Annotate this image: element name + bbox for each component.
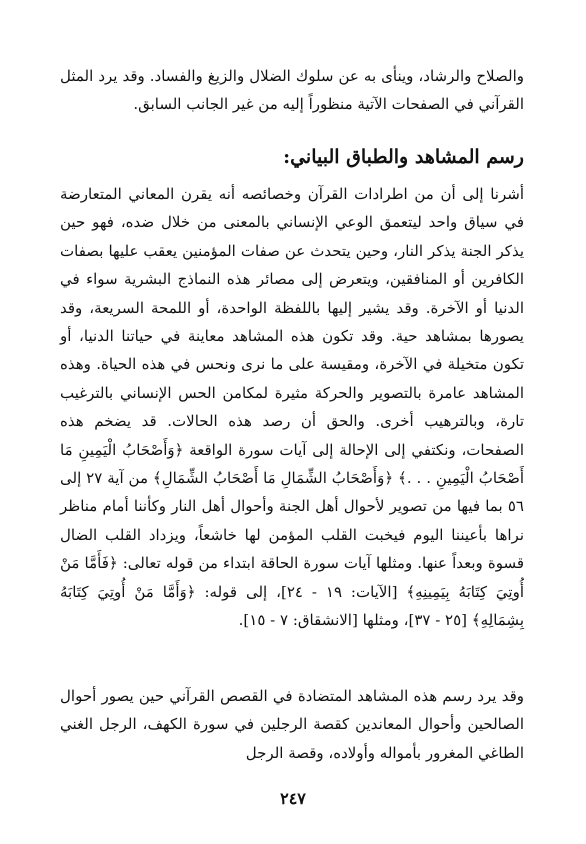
paragraph-continuation: والصلاح والرشاد، وينأى به عن سلوك الضلال والزيغ والفساد. وقد يرد المثل القرآني في الصفحات الآتية منظوراً إليه من غير الجانب السابق. (60, 67, 524, 114)
section-heading: رسم المشاهد والطباق البياني: (283, 146, 524, 168)
paragraph-closing: وقد يرد رسم هذه المشاهد المتضادة في القصص القرآني حين يصور أحوال الصالحين وأحوال المعاندين كقصة الرجلين في سورة الكهف، الرجل الغني الطاغي المغرور بأمواله وأولاده، وقصة الرجل (60, 687, 524, 762)
paragraph-body: أشرنا إلى أن من اطرادات القرآن وخصائصه أنه يقرن المعاني المتعارضة في سياق واحد ليتعمق الوعي الإنساني بالمعنى من خلال ضده، فهو حين يذكر الجنة يذكر النار، وحين يتحدث عن صفات المؤمنين يعقب عليها بصفات الكافرين أو المنافقين، ويتعرض إلى مصائر هذه النماذج البشرية سواء في الدنيا أو الآخرة. وقد يشير إليها باللفظة الواحدة، أو اللمحة السريعة، وقد يصورها بمشاهد حية. وقد تكون هذه المشاهد معاينة في حياتنا الدنيا، أو تكون متخيلة في الآخرة، ومقيسة على ما نرى ونحس في هذه الحياة. وهذه المشاهد عامرة بالتصوير والحركة مثيرة لمكامن الحس الإنساني بالترغيب تارة، وبالترهيب أخرى. والحق أن رصد هذه الحالات. قد يضخم هذه الصفحات، ونكتفي إلى الإحالة إلى آيات سورة الواقعة ﴿وَأَصْحَابُ الْيَمِينِ مَا أَصْحَابُ الْيَمِينِ . . .﴾ ﴿وَأَصْحَابُ الشِّمَالِ مَا أَصْحَابُ الشِّمَالِ﴾ من آية ٢٧ إلى ٥٦ بما فيها من تصوير لأحوال أهل الجنة وأحوال أهل النار وكأننا أمام مناظر نراها بأعيننا اليوم فيخبت القلب المؤمن لها خاشعاً، ويزداد القلب الضال قسوة وبعداً عنها. ومثلها آيات سورة الحاقة ابتداء من قوله تعالى: ﴿فَأَمَّا مَنْ أُوتِيَ كِتَابَهُ بِيَمِينِهِ﴾ [الآيات: ١٩ - ٢٤]، إلى قوله: ﴿وَأَمَّا مَنْ أُوتِيَ كِتَابَهُ بِشِمَالِهِ﴾ [٢٥ - ٣٧]، ومثلها [الانشقاق: ٧ - ١٥]. (60, 185, 524, 630)
page-number: ٢٤٧ (280, 789, 306, 808)
